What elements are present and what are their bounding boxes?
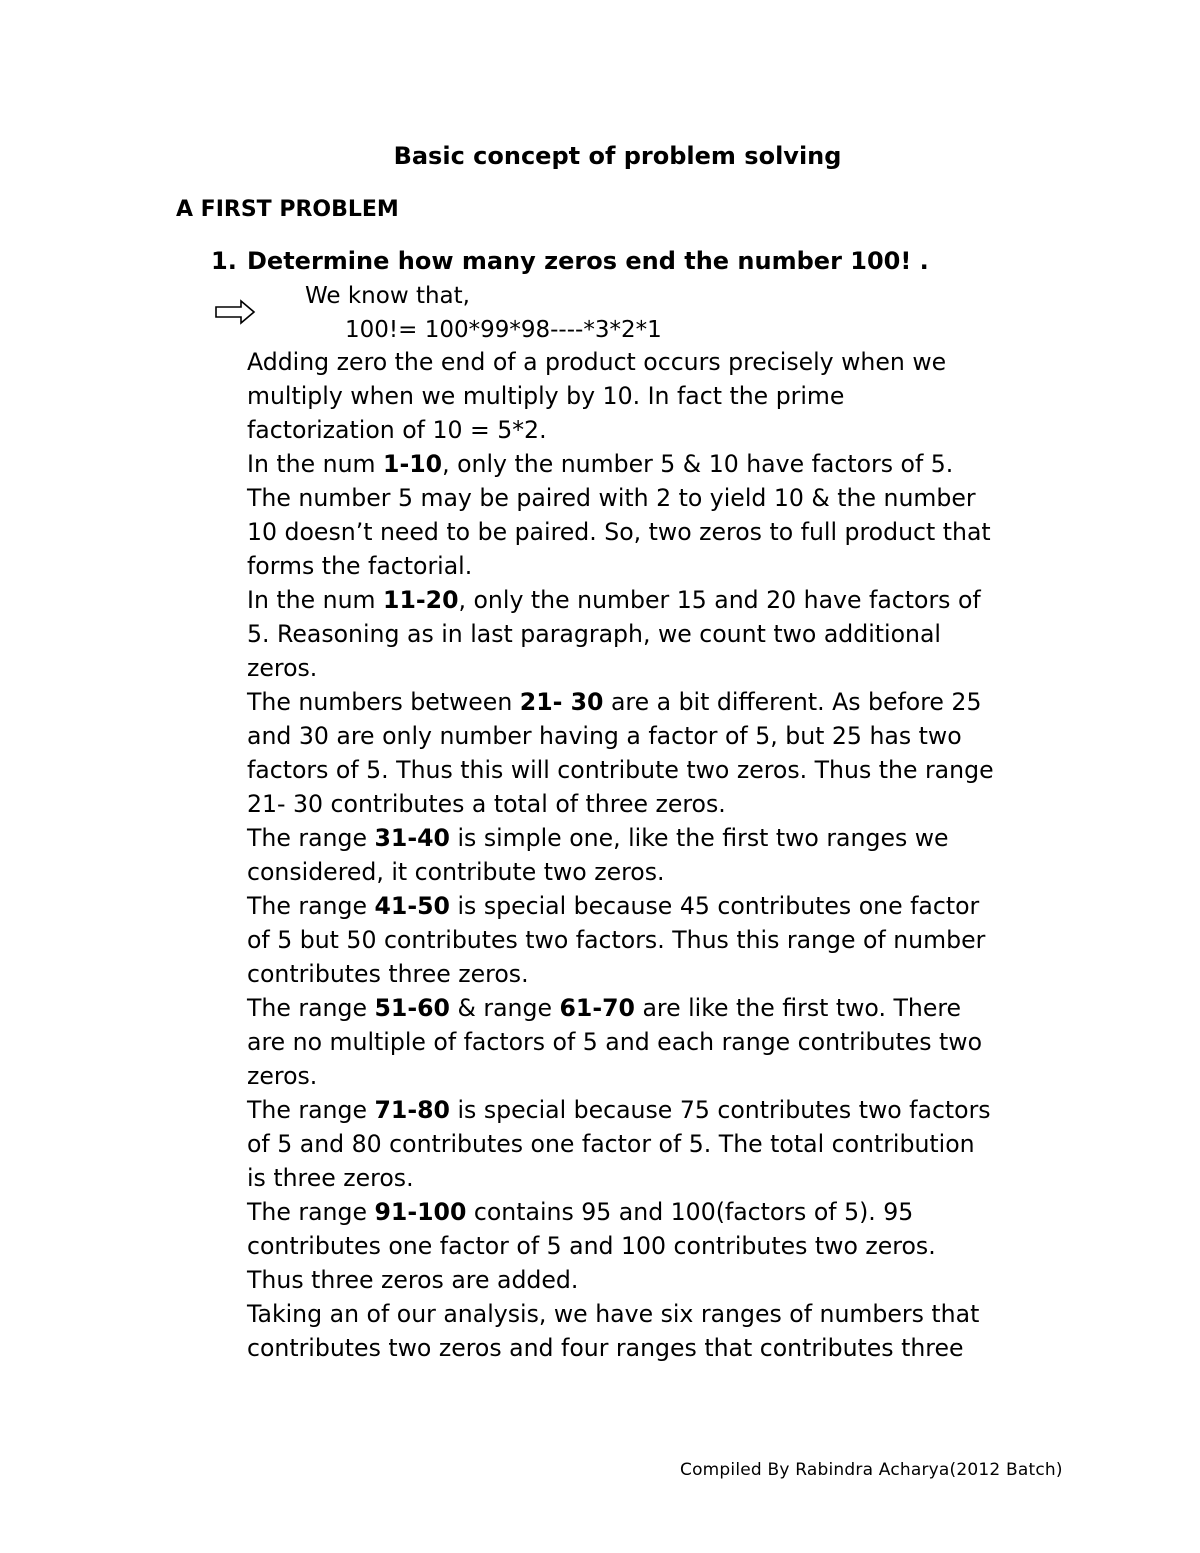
body-text-segment: 21- 30 contributes a total of three zeros. bbox=[247, 790, 726, 818]
body-text-segment: The range bbox=[247, 824, 375, 852]
body-line bbox=[247, 617, 1077, 651]
body-text-segment: are like the first two. There bbox=[634, 994, 962, 1022]
body-text-segment: contributes two zeros and four ranges that contributes three bbox=[247, 1334, 964, 1362]
body-text-segment: is special because 45 contributes one factor bbox=[449, 892, 980, 920]
body-line bbox=[247, 481, 1077, 515]
body-text-segment: considered, it contribute two zeros. bbox=[247, 858, 665, 886]
bold-range-text: 21- 30 bbox=[519, 688, 604, 716]
body-text-segment: Taking an of our analysis, we have six ranges of numbers that bbox=[247, 1300, 980, 1328]
body-text-segment: & range bbox=[449, 994, 560, 1022]
body-line bbox=[247, 991, 1077, 1025]
body-line bbox=[247, 1297, 1077, 1331]
question-text: Determine how many zeros end the number 100! . bbox=[247, 247, 929, 275]
body-text-segment: contributes one factor of 5 and 100 contributes two zeros. bbox=[247, 1232, 936, 1260]
body-text-segment: are no multiple of factors of 5 and each range contributes two bbox=[247, 1028, 983, 1056]
bold-range-text: 1-10 bbox=[383, 450, 443, 478]
body-text-segment: The range bbox=[247, 1096, 375, 1124]
body-line bbox=[247, 1127, 1077, 1161]
body-line bbox=[247, 549, 1077, 583]
bold-range-text: 61-70 bbox=[559, 994, 635, 1022]
bold-range-text: 11-20 bbox=[383, 586, 459, 614]
bold-range-text: 71-80 bbox=[374, 1096, 450, 1124]
body-text-segment: is three zeros. bbox=[247, 1164, 414, 1192]
body-line bbox=[247, 1229, 1077, 1263]
body-text-segment: zeros. bbox=[247, 1062, 318, 1090]
body-text-segment: The range bbox=[247, 994, 375, 1022]
body-line bbox=[247, 447, 1077, 481]
body-line bbox=[247, 515, 1077, 549]
body-text-segment: forms the factorial. bbox=[247, 552, 473, 580]
page-title: Basic concept of problem solving bbox=[393, 142, 842, 170]
bold-range-text: 91-100 bbox=[374, 1198, 467, 1226]
body-text-segment: In the num bbox=[247, 450, 384, 478]
factorial-formula: 100!= 100*99*98----*3*2*1 bbox=[345, 317, 662, 343]
body-text-segment: The range bbox=[247, 1198, 375, 1226]
body-line bbox=[247, 855, 1077, 889]
body-text-segment: Adding zero the end of a product occurs precisely when we bbox=[247, 348, 947, 376]
body-text-segment: of 5 but 50 contributes two factors. Thus this range of number bbox=[247, 926, 986, 954]
body-text-segment: Thus three zeros are added. bbox=[247, 1266, 579, 1294]
body-text-segment: is simple one, like the first two ranges we bbox=[449, 824, 949, 852]
body-text-segment: In the num bbox=[247, 586, 384, 614]
body-line bbox=[247, 583, 1077, 617]
body-text-segment: zeros. bbox=[247, 654, 318, 682]
body-line bbox=[247, 753, 1077, 787]
body-line bbox=[247, 957, 1077, 991]
body-text-segment: The number 5 may be paired with 2 to yield 10 & the number bbox=[247, 484, 976, 512]
body-text-segment: The numbers between bbox=[247, 688, 520, 716]
body-text-segment: factorization of 10 = 5*2. bbox=[247, 416, 547, 444]
bold-range-text: 41-50 bbox=[374, 892, 450, 920]
body-line bbox=[247, 1161, 1077, 1195]
body-text-segment: contains 95 and 100(factors of 5). 95 bbox=[466, 1198, 914, 1226]
body-line bbox=[247, 821, 1077, 855]
body-line bbox=[247, 1263, 1077, 1297]
body-text-segment: , only the number 15 and 20 have factors of bbox=[458, 586, 981, 614]
intro-line: We know that, bbox=[305, 283, 470, 309]
question-number: 1. bbox=[211, 247, 237, 275]
footer-credit: Compiled By Rabindra Acharya(2012 Batch) bbox=[680, 1460, 1063, 1480]
right-arrow-icon bbox=[214, 298, 256, 328]
body-text-segment: contributes three zeros. bbox=[247, 960, 529, 988]
body-line bbox=[247, 889, 1077, 923]
body-text-segment: is special because 75 contributes two factors bbox=[449, 1096, 991, 1124]
body-line bbox=[247, 379, 1077, 413]
body-text-segment: The range bbox=[247, 892, 375, 920]
body-text-segment: multiply when we multiply by 10. In fact the prime bbox=[247, 382, 845, 410]
body-line bbox=[247, 1059, 1077, 1093]
body-text-segment: 10 doesn’t need to be paired. So, two zeros to full product that bbox=[247, 518, 991, 546]
body-text-segment: , only the number 5 & 10 have factors of 5. bbox=[442, 450, 954, 478]
body-line bbox=[247, 719, 1077, 753]
body-line bbox=[247, 413, 1077, 447]
body-text-segment: and 30 are only number having a factor of 5, but 25 has two bbox=[247, 722, 962, 750]
body-line bbox=[247, 651, 1077, 685]
body-text-segment: factors of 5. Thus this will contribute two zeros. Thus the range bbox=[247, 756, 994, 784]
body-line bbox=[247, 1093, 1077, 1127]
explanation-body bbox=[247, 345, 1077, 1365]
body-text-segment: 5. Reasoning as in last paragraph, we count two additional bbox=[247, 620, 941, 648]
question-heading bbox=[211, 246, 929, 276]
section-heading: A FIRST PROBLEM bbox=[176, 197, 399, 222]
body-line bbox=[247, 1025, 1077, 1059]
body-text-segment: of 5 and 80 contributes one factor of 5. The total contribution bbox=[247, 1130, 975, 1158]
body-line bbox=[247, 923, 1077, 957]
bold-range-text: 31-40 bbox=[374, 824, 450, 852]
body-line bbox=[247, 345, 1077, 379]
body-line bbox=[247, 1195, 1077, 1229]
body-text-segment: are a bit different. As before 25 bbox=[603, 688, 982, 716]
body-line bbox=[247, 685, 1077, 719]
body-line bbox=[247, 1331, 1077, 1365]
body-line bbox=[247, 787, 1077, 821]
bold-range-text: 51-60 bbox=[374, 994, 450, 1022]
